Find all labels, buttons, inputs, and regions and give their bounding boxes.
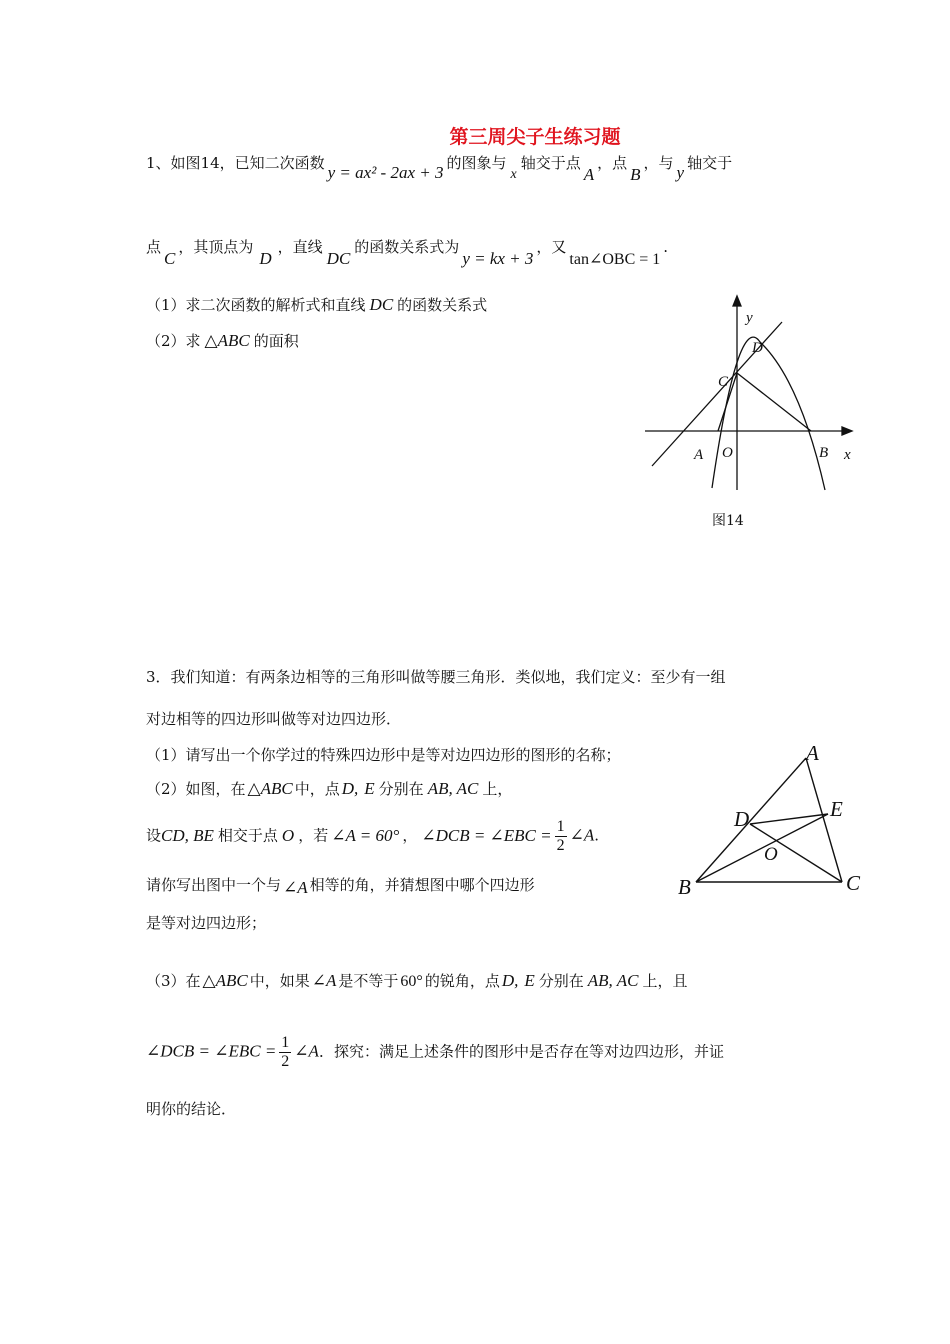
q3-text: （3）在 — [146, 972, 201, 990]
figure-triangle — [670, 738, 870, 903]
q1-text: （2）求 — [146, 332, 201, 350]
q1-intro: 1、如图14，已知二次函数 — [146, 154, 325, 172]
q1-sub2 — [146, 330, 299, 351]
q3-o: O — [281, 825, 295, 845]
label-b: B — [819, 445, 829, 461]
q3-abc: △ABC — [247, 779, 293, 798]
q1-text: . — [663, 238, 669, 256]
q1-tan: tan∠OBC = 1 — [569, 251, 661, 268]
q1-sub1 — [146, 294, 487, 315]
q1-quadratic: y = ax² - 2ax + 3 — [327, 163, 444, 182]
q3-s3-60deg: 60° — [400, 973, 423, 990]
q1-line-dc: DC — [326, 249, 351, 268]
q1-text: 的函数关系式为 — [354, 238, 460, 256]
segment-de — [750, 814, 828, 824]
q3-text: 上， — [482, 780, 513, 798]
q1-text: 轴交于点 — [520, 154, 581, 172]
q3-s3-e: E — [524, 971, 535, 990]
q3-ask-angle: ∠A — [283, 878, 308, 897]
q3-text: 相交于点 — [217, 826, 278, 845]
q1-sub1-dc: DC — [369, 295, 394, 314]
tri-label-e: E — [830, 797, 843, 821]
q1-text: 的面积 — [253, 332, 299, 350]
q3-half-den: 2 — [556, 837, 565, 854]
q3-text: 请你写出图中一个与 — [146, 876, 282, 894]
q3-para1: 3．我们知道：有两条边相等的三角形叫做等腰三角形．类似地，我们定义：至少有一组 — [146, 668, 726, 686]
q3-sub3 — [146, 970, 687, 991]
q3-angle-a-60: ∠A = 60° — [331, 825, 400, 845]
q3-s3-half-num: 1 — [281, 1034, 290, 1051]
segment-cb — [737, 373, 811, 431]
q3-s3-angle-a: ∠A — [311, 971, 337, 990]
q3-text: ．探究：满足上述条件的图形中是否存在等对边四边形，并证 — [318, 1042, 724, 1061]
q3-angle-a: ∠A — [569, 825, 595, 845]
q1-text: 的函数关系式 — [397, 296, 488, 314]
q3-s3-angle-eq: ∠DCB = ∠EBC = — [146, 1041, 277, 1061]
q3-para2: 对边相等的四边形叫做等对边四边形． — [146, 710, 402, 728]
q3-sub2-ask — [146, 874, 535, 895]
tri-label-c: C — [846, 871, 861, 895]
q3-sub2 — [146, 778, 512, 799]
x-axis-arrow — [842, 427, 852, 435]
page-title: 第三周尖子生练习题 — [449, 126, 621, 148]
label-y: y — [746, 310, 753, 326]
q1-text: （1）求二次函数的解析式和直线 — [146, 296, 366, 314]
q3-s3-tail-angle: ∠A — [294, 1041, 319, 1061]
q1-point-b: B — [630, 165, 641, 184]
q3-text: （2）如图，在 — [146, 780, 246, 798]
label-o: O — [722, 445, 733, 461]
q3-text: 是不等于 — [338, 972, 399, 990]
q3-e: E — [364, 779, 375, 798]
q1-text: ，又 — [536, 238, 567, 256]
q3-text: 的锐角，点 — [424, 972, 500, 990]
q3-ab-ac: AB, AC — [427, 779, 479, 798]
q3-text: . — [594, 826, 600, 845]
label-x: x — [844, 447, 851, 463]
y-axis-arrow — [733, 296, 741, 306]
q1-text: ，点 — [597, 154, 628, 172]
q1-point-d: D — [259, 249, 272, 268]
q1-text: ，其顶点为 — [178, 238, 254, 256]
q1-sub2-abc: △ABC — [204, 331, 250, 350]
q3-text: ， — [402, 826, 418, 845]
q1-text: ，与 — [643, 154, 674, 172]
q1-point-c: C — [164, 249, 176, 268]
q3-half-num: 1 — [556, 818, 565, 835]
q3-s3-d: D, — [501, 971, 519, 990]
q1-text: 点 — [146, 238, 162, 256]
q3-sub1: （1）请写出一个你学过的特殊四边形中是等对边四边形的图形的名称； — [146, 746, 621, 764]
q3-sub2-tail: 是等对边四边形； — [146, 914, 267, 932]
q1-text: 轴交于 — [687, 154, 733, 172]
q1-y: y — [676, 163, 685, 182]
tri-label-o: O — [764, 844, 778, 865]
q3-text: 中，如果 — [249, 972, 310, 990]
tri-label-b: B — [678, 875, 691, 899]
q3-text: 分别在 — [378, 780, 424, 798]
side-ab — [696, 758, 806, 882]
q3-s3-half-fraction — [279, 1034, 291, 1071]
segment-be — [696, 814, 828, 882]
figure-14 — [630, 290, 870, 540]
q3-text: ，若 — [298, 826, 329, 845]
q3-sub3-cond — [146, 1034, 724, 1071]
q3-s3-half-den: 2 — [281, 1053, 290, 1070]
q3-text: 相等的角，并猜想图中哪个四边形 — [309, 876, 535, 894]
q1-text: 的图象与 — [446, 154, 507, 172]
q3-d: D, — [341, 779, 359, 798]
tri-label-a: A — [806, 741, 819, 765]
q3-sub3-tail: 明你的结论． — [146, 1100, 237, 1118]
label-c: C — [718, 374, 729, 390]
q3-text: 中，点 — [294, 780, 340, 798]
q1-line2 — [146, 236, 669, 268]
q3-text: 设 — [146, 826, 162, 845]
q1-point-a: A — [583, 165, 595, 184]
q3-s3-ab-ac: AB, AC — [587, 971, 639, 990]
parabola — [712, 337, 825, 490]
q3-angle-eq: ∠DCB = ∠EBC = — [421, 825, 552, 845]
q3-cd-be: CD, BE — [161, 825, 214, 845]
q3-text: 分别在 — [538, 972, 584, 990]
q1-x: x — [510, 167, 517, 182]
q3-s3-abc: △ABC — [202, 971, 248, 990]
label-a: A — [694, 447, 704, 463]
q3-text: 上，且 — [642, 972, 688, 990]
tri-label-d: D — [734, 807, 750, 831]
figure-14-caption: 图14 — [712, 513, 744, 529]
q1-text: ，直线 — [277, 238, 323, 256]
q1-line1 — [146, 152, 733, 184]
label-d: D — [752, 340, 763, 356]
q1-linear: y = kx + 3 — [462, 249, 534, 268]
q3-half-fraction — [555, 818, 567, 855]
q3-sub2-cond — [146, 818, 599, 855]
